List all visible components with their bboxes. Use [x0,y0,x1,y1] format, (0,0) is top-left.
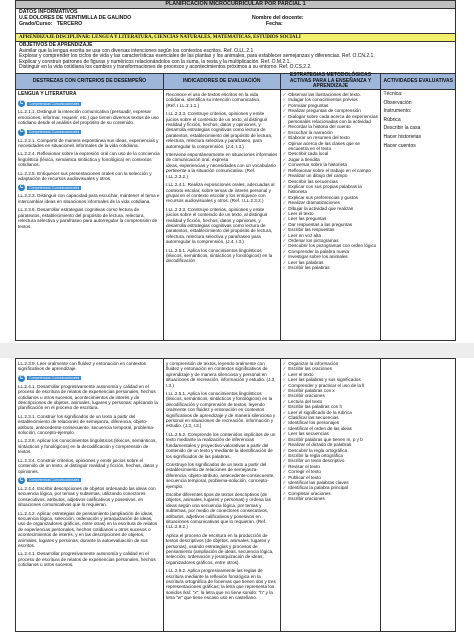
skill-item: LL.2.2.1. Compartir de manera espontánea sus ideas, experiencias y necesidades en situaciones informales de la vida cotidiana. [18,137,159,149]
check-icon: ✓ [282,371,287,377]
table-body-page2 [15,358,456,632]
strategy-text: Recordar la historia del cuento [288,124,351,130]
check-icon: ✓ [282,366,287,372]
info-grade [19,21,452,27]
competency-badge [18,375,161,382]
skill-item: LL.2.3.1. Construir los significados de un texto a partir del establecimiento de relaciones de semejanza, diferencia, objeto-atributo, antecedente-consecuente, secuencia temporal, problema-solución, concepto-ejemplo. [18,413,155,436]
check-icon: ✓ [282,167,287,173]
check-icon: ✓ [282,458,287,464]
strategy-text: Leer las preguntas [288,216,327,222]
info-block [15,9,456,33]
table-header [15,73,456,90]
competency-label: Competencias Comunicacionales [29,376,80,381]
strategy-text: Escribir las palabras [288,265,330,270]
check-icon: ✓ [282,232,287,238]
subject-bar: APRENDIZAJE DISCIPLINAR: LENGUA Y LITERATURA, CIENCIAS NATURALES, MATEMATICAS, ESTUDIOS SOCIALI [15,33,456,42]
col-destrezas [16,90,164,340]
indicator-item: (Ref. I.LL.2.1.1.) [165,102,200,108]
check-icon: ✓ [282,248,287,254]
indicator-item: Interviene espontáneamente en situaciones informales de comunicación oral, expresa [165,152,278,163]
competency-icon: C [19,100,24,107]
table-body-page1 [15,90,456,341]
activity-item: Instrumento: [383,108,412,115]
strategy-text: Realizar un dibujo del campo [288,173,348,179]
strategy-item [283,496,379,501]
grade-label: Grado/Curso: [19,21,53,27]
check-icon: ✓ [282,162,287,168]
check-icon: ✓ [282,129,287,135]
strategy-text: Leer las palabras [288,259,324,265]
strategy-text: Escribir palabras que tienen m, p y b [288,436,363,442]
strategy-text: Formular preguntas [288,102,329,108]
activity-item: Hacer historietas [383,133,421,140]
strategy-text: Identificar los personajes [288,420,340,426]
check-icon: ✓ [282,183,287,189]
competency-label: Competencias Comunicacionales [29,478,80,483]
strategy-text: Describir las secuencias [288,178,338,184]
indicator-item: I.LL.2.5.1. Aplica los conocimientos lingüísticos (léxicos, semánticos, sintácticos y fonológicos) en la decodificación [165,247,273,264]
check-icon: ✓ [282,490,287,496]
check-icon: ✓ [282,178,287,184]
header-actividades: ACTIVIDADES EVALUATIVAS [383,77,453,84]
indicator-item: I.LL.2.5.2. Comprende los contenidos implícitos de un texto mediante la realización de inferencias fundamentales y proyectivo-valorativas a partir del contenido de un texto y mediante la identificación de los significados de las palabras. [165,431,276,459]
strategy-text: Indagar los conocimientos previos [288,97,358,103]
check-icon: ✓ [282,254,287,260]
header-estrategias: ESTRATEGIAS METODOLÓGICAS ACTIVAS PARA LA ENSEÑANZA Y APRENDIZAJE [281,74,382,89]
skill-item: LL.2.4.2. Aplicar estrategias de pensamiento (ampliación de ideas, secuencia lógica, selección, ordenación y jerarquización de ideas, uso de organizadores gráficos, entre otras) en la escritura de relatos de experiencias personales, hechos cotidianos u otros sucesos o acontecimientos de interés, y en las descripciones de objetos, animales, lugares y personas, durante la autoevaluación de sus escritos. [18,510,158,548]
skill-item: LL.2.4.4. Escribir descripciones de objetos ordenando las ideas con secuencia lógica, por temas y subtemas, utilizando conectores consecutivos, atributos, adjetivos calificativos y posesivos, en situaciones comunicativas que lo requieran. [18,485,156,508]
check-icon: ✓ [282,124,287,130]
document-title: PLANIFICACION MICROCURRICULAR POR PARCIAL 1 [15,0,456,9]
col-actividades [381,359,455,631]
skill-item: LL.2.4.1. Desarrollar progresivamente autonomía y calidad en el proceso de escritura de relatos de experiencias personales, hechos cotidianos u otros sucesos, acontecimientos de interés y de descripciones de objetos, animales, lugares y personas; aplicando la planificación en el proceso de escritura. [18,383,158,411]
check-icon: ✓ [282,200,287,206]
objective-line: Explicar y construir patrones de figuras y numéricos relacionándolos con la suma, la resta y la multiplicación. Ref. O.M.2.1. [19,58,291,65]
strategy-text: Descubrir los pictogramas con orden lógico [288,243,377,249]
indicator-item: Construye los significados de un texto a partir del establecimiento de relaciones de semejanza-diferencia, objeto-atributo, antecedente-consecuente, secuencia temporal, problema-solución, concepto-ejemplo. [165,461,275,489]
section-title: LENGUA Y LITERATURA [18,91,77,97]
grade-value: TERCERO [56,21,83,27]
strategy-text: Completar oraciones [288,490,331,496]
check-icon: ✓ [282,452,287,458]
check-icon: ✓ [282,431,287,437]
indicator-item: I.LL.2.5.1. Aplica los conocimientos lingüísticos (léxicos, semánticos, sintácticos y fonológicos) en la decodificación y comprensión de textos, leyendo oralmente con fluidez y entonación en contextos significativos de aprendizaje y de manera silenciosa y personal en situaciones de recreación, información y estudio. (J.3, I.3.) [165,391,276,429]
docente-label: Nombre del docente: [252,15,304,21]
strategy-text: Conversar sobre la historieta [288,162,347,168]
indicator-item: ideas, experiencias y necesidades con un vocabulario pertinente a la situación comunicativa. (Ref. I.LL.2.3.2.) [165,162,276,179]
col-estrategias [281,359,382,631]
competency-badge [18,184,161,191]
fecha-label: Fecha: [266,21,283,27]
strategy-text: Escribir las palabras con h [288,404,343,410]
check-icon: ✓ [282,194,287,200]
strategy-text: Identificar las palabras claves [288,479,349,485]
check-icon: ✓ [282,97,287,103]
competency-badge [18,100,161,107]
check-icon: ✓ [282,102,287,108]
strategy-text: Reflexionar sobre el trabajo en el campo [288,167,371,173]
activity-item: Observación [383,99,412,106]
objective-line: Asimilar que la lengua escrita se usa con diversas intenciones según los contextos escritos. Ref. O.LL.2.1 [19,47,254,54]
competency-badge [18,129,161,136]
check-icon: ✓ [282,221,287,227]
indicator-item: Aplica el proceso de escritura en la producción de textos descriptivos (de objetos, animales, lugares y personas), usando estrategias y procesos de pensamiento (ampliación de ideas, secuencia lógica, selección, ordenación y jerarquización de ideas; organizadores gráficos, entre otros). [165,532,274,565]
indicator-item: I.LL.2.3.3. Construye criterios, opiniones y emite juicios sobre el contenido de un texto, al distinguir realidad y ficción, hechos, datos y opiniones, y desarrolla estrategias cognitivas como lectura de paratextos, establecimiento del propósito de lectura, relectura, relectura selectiva y parafraseo para autorregular la comprensión. (J.4, I.3.) [165,206,273,245]
strategy-text: Comprender y practicar el uso de la ll [288,382,365,388]
check-icon: ✓ [282,259,287,265]
strategy-text: Describir cada local [288,151,329,157]
competency-icon: C [19,184,24,191]
strategy-text: Identificar el orden de las ideas [288,425,352,431]
strategy-text: Opinar acerca de las clases que se encuentra en el texto [288,140,360,152]
check-icon: ✓ [282,265,287,270]
skill-item: LL.2.3.4. Construir criterios, opiniones y emitir juicios sobre el contenido de un texto, al distinguir realidad y ficción, hechos, datos y opiniones. [18,457,158,474]
info-school: U.E DOLORES DE VEINTIMILLA DE GALINDO [19,15,132,21]
check-icon: ✓ [282,398,287,404]
check-icon: ✓ [282,210,287,216]
activity-item: Rúbrica [383,116,401,123]
check-icon: ✓ [282,135,287,141]
indicator-item: I.LL.2.9.2. Aplica progresivamente las reglas de escritura mediante la reflexión fonológica en la escritura ortográfica de fonemas que tienen dos y tres representaciones gráficas; la letra que representa los sonidos /ks/: "x"; la letra que no tiene sonido: "h" y la letra "w" que tiene escaso uso en castellano. [165,568,276,601]
check-icon: ✓ [282,205,287,211]
col-indicadores [164,359,281,631]
strategy-text: Leer en voz alta [288,232,321,238]
skill-item: LL.2.2.5. Enriquecer sus presentaciones orales con la selección y adaptación de recursos audiovisuales y otros. [18,170,152,182]
check-icon: ✓ [282,243,287,249]
col-actividades [381,90,455,340]
check-icon: ✓ [282,420,287,426]
check-icon: ✓ [282,151,287,157]
indicator-item: I.LL.2.3.3. Construye criterios, opiniones y emite juicios sobre el contenido de un texto, al distinguir realidad y ficción, hechos, datos y opiniones, y desarrolla estrategias cognitivas como lectura de paratextos, establecimiento del propósito de lectura, relectura, relectura selectiva y parafraseo, para autorregular la comprensión. (J.4, I.3.) [165,111,273,149]
competency-icon: C [19,476,24,483]
strategy-text: Clasificar las secuencias [288,415,339,421]
strategy-item [283,265,379,270]
col-estrategias [281,90,382,340]
check-icon: ✓ [282,382,287,388]
strategy-text: Leer el significado de la rubrica [288,409,352,415]
competency-icon: C [19,128,24,135]
strategy-text: Revisar el texto [288,463,320,469]
check-icon: ✓ [282,409,287,415]
strategy-text: Investigar sobre los animales [288,254,348,260]
competency-icon: C [19,374,24,381]
check-icon: ✓ [282,173,287,179]
strategy-text: Observar las ilustraciones del texto. [288,92,362,97]
check-icon: ✓ [282,227,287,233]
check-icon: ✓ [282,113,287,119]
check-icon: ✓ [282,474,287,480]
objectives-heading: OBJETIVOS DE APRENDIZAJE [19,42,93,48]
info-datos: DATOS INFORMATIVOS [19,9,78,15]
strategy-text: Corregir el texto [288,469,321,475]
strategy-text: Ordenar los pictogramas [288,237,339,243]
check-icon: ✓ [282,156,287,162]
strategy-text: Escribir las respuestas [288,227,335,233]
strategy-text: Dialogar sobre cada acerca de experiencias personales relacionadas con la actividad [288,113,378,125]
strategy-text: Dibujar la actividad que realizan [288,205,354,211]
indicator-item: Reconoce el uso de textos escritos en la vida cotidiana, identifica su intención comunicativa. [165,92,261,103]
col-destrezas [16,359,164,631]
check-icon: ✓ [282,496,287,502]
check-icon: ✓ [282,447,287,453]
check-icon: ✓ [282,485,287,491]
skill-item: LL.2.1.1. Distinguir la intención comunicativa (persuadir, expresar emociones, informar, requerir, etc.) que tienen diversos textos de uso cotidiano desde el análisis del propósito de su contenido. [18,109,159,126]
page-2 [15,358,456,632]
strategy-text: Lectura del texto [288,398,323,404]
strategy-text: Escribir un texto descriptivo [288,458,345,464]
header-indicadores: INDICADORES DE EVALUACIÓN [164,74,281,89]
activity-item: Hacer cuentos [383,142,416,149]
competency-label: Competencias Comunicacionales [29,185,80,190]
strategy-text: Leer el texto [288,210,314,216]
strategy-text: Realizar preguntas de comprensión [288,108,361,114]
strategy-text: Realizar el dictado de palabras [288,442,352,448]
strategy-text: Escribir la regla ortográfica [288,452,343,458]
strategy-text: Escribir oraciones [288,393,325,399]
competency-label: Competencias Comunicacionales [29,130,80,135]
strategy-text: Escuchar la narración [288,129,333,135]
objective-line: Distinguir en la vida cotidiana los cambios y transformaciones de procesos y acontecimientos próximos a su entorno. Ref. O.CS.2.2. [19,64,312,71]
strategy-text: Leer las palabras y sus significados [288,377,361,383]
check-icon: ✓ [282,463,287,469]
check-icon: ✓ [282,425,287,431]
strategy-text: Identificar la palabra principal [288,485,348,491]
check-icon: ✓ [282,393,287,399]
competency-badge [18,477,161,484]
skill-item: LL.2.4.1. Desarrollar progresivamente autonomía y calidad en el proceso de escritura de relatos de experiencias personales, hechos cotidianos u otros sucesos. [18,551,156,568]
strategy-text: Descubrir la regla ortográfica [288,447,348,453]
check-icon: ✓ [282,479,287,485]
skill-item: LL.2.3.9. Leer oralmente con fluidez y entonación en contextos significativos de aprendizaje. [18,361,146,372]
strategy-item [283,184,379,195]
strategy-text: Organizar la información [288,361,339,366]
page-gap [0,343,474,358]
strategy-text: Jugar a tiendita [288,156,320,162]
strategy-text: Escribir palabras con x [288,388,335,394]
col-indicadores [164,90,281,340]
activity-item: Describir la casa [383,125,421,132]
check-icon: ✓ [282,436,287,442]
skill-item: LL.2.3.6. Desarrollar estrategias cognitivas como lectura de paratextos, establecimiento del propósito de lectura, relectura, relectura selectiva y parafraseo para autorregular la comprensión de textos. [18,207,158,229]
check-icon: ✓ [282,216,287,222]
competency-label: Competencias Comunicacionales [29,101,80,106]
strategy-text: Escribir oraciones [288,496,325,502]
check-icon: ✓ [282,442,287,448]
check-icon: ✓ [282,108,287,114]
page-1 [15,0,456,343]
activity-item: Técnica: [383,91,403,97]
strategy-text: Explicar con sus propias palabras la historieta [288,183,362,195]
strategy-text: Leer el texto [288,371,314,377]
check-icon: ✓ [282,377,287,383]
indicator-item: Escribe diferentes tipos de textos descriptivos (de objetos, animales, lugares y personas) y ordena las ideas según una secuencia lógica, por temas y subtemas, por medio de conectores consecutivos, atributos, adjetivos calificativos y posesivos en situaciones comunicativas que lo requieran. (Ref. I.LL.2.9.2.) [165,491,271,530]
strategy-item [283,141,379,152]
check-icon: ✓ [282,140,287,146]
indicator-item: y comprensión de textos, leyendo oralmente con fluidez y entonación en contextos significativos de aprendizaje y de manera silenciosa y personal en situaciones de recreación, información y estudio. (J.3, I.3.) [165,361,276,388]
check-icon: ✓ [282,469,287,475]
skill-item: LL.2.2.4. Reflexionar sobre la expresión oral con uso de la conciencia lingüística (léxica, semántica sintáctica y fonológica) en contextos cotidianos. [18,151,160,168]
objective-line: Explorar y comprender los ciclos de vida y las características esenciales de las plantas y los animales, para establecer semejanzas y diferencias. Ref. O.CN.2.1. [19,53,375,60]
strategy-text: Publicar el texto [288,474,321,480]
strategy-text: Explicar sus preferencias y gustos [288,194,358,200]
strategy-item [283,114,379,125]
strategy-text: Elaborar un resumen del texto [288,135,350,141]
check-icon: ✓ [282,415,287,421]
check-icon: ✓ [282,404,287,410]
check-icon: ✓ [282,388,287,394]
objectives-block [15,42,456,73]
strategy-text: Escribir las oraciones [288,366,332,372]
strategy-text: Realizar dramatizaciones [288,200,340,206]
strategy-text: Dar respuestas a las preguntas [288,221,353,227]
indicator-item: I.LL.2.4.1. Realiza exposiciones orales, adecuadas al contexto escolar, sobre temas de interés personal y grupal en el contexto escolar y los enriquece con recursos audiovisuales y otros. (Ref. I.LL.2.3.2.) [165,182,275,204]
strategy-text: Leer las secuencias [288,431,329,437]
check-icon: ✓ [282,361,287,366]
check-icon: ✓ [282,92,287,97]
strategy-text: Comprender la palabra nueva [288,248,350,254]
skill-item: LL.2.2.3. Distinguir con capacidad para escuchar, mantener el tema e intercambiar ideas en situaciones informales de la vida cotidiana. [18,193,160,204]
header-destrezas: DESTREZAS CON CRITERIOS DE DESEMPEÑO [16,74,164,89]
skill-item: LL.2.3.8. Aplicar los conocimientos lingüísticos (léxicos, semánticos, sintácticos y fonológicos) en la decodificación y comprensión de textos. [18,438,157,455]
check-icon: ✓ [282,237,287,243]
